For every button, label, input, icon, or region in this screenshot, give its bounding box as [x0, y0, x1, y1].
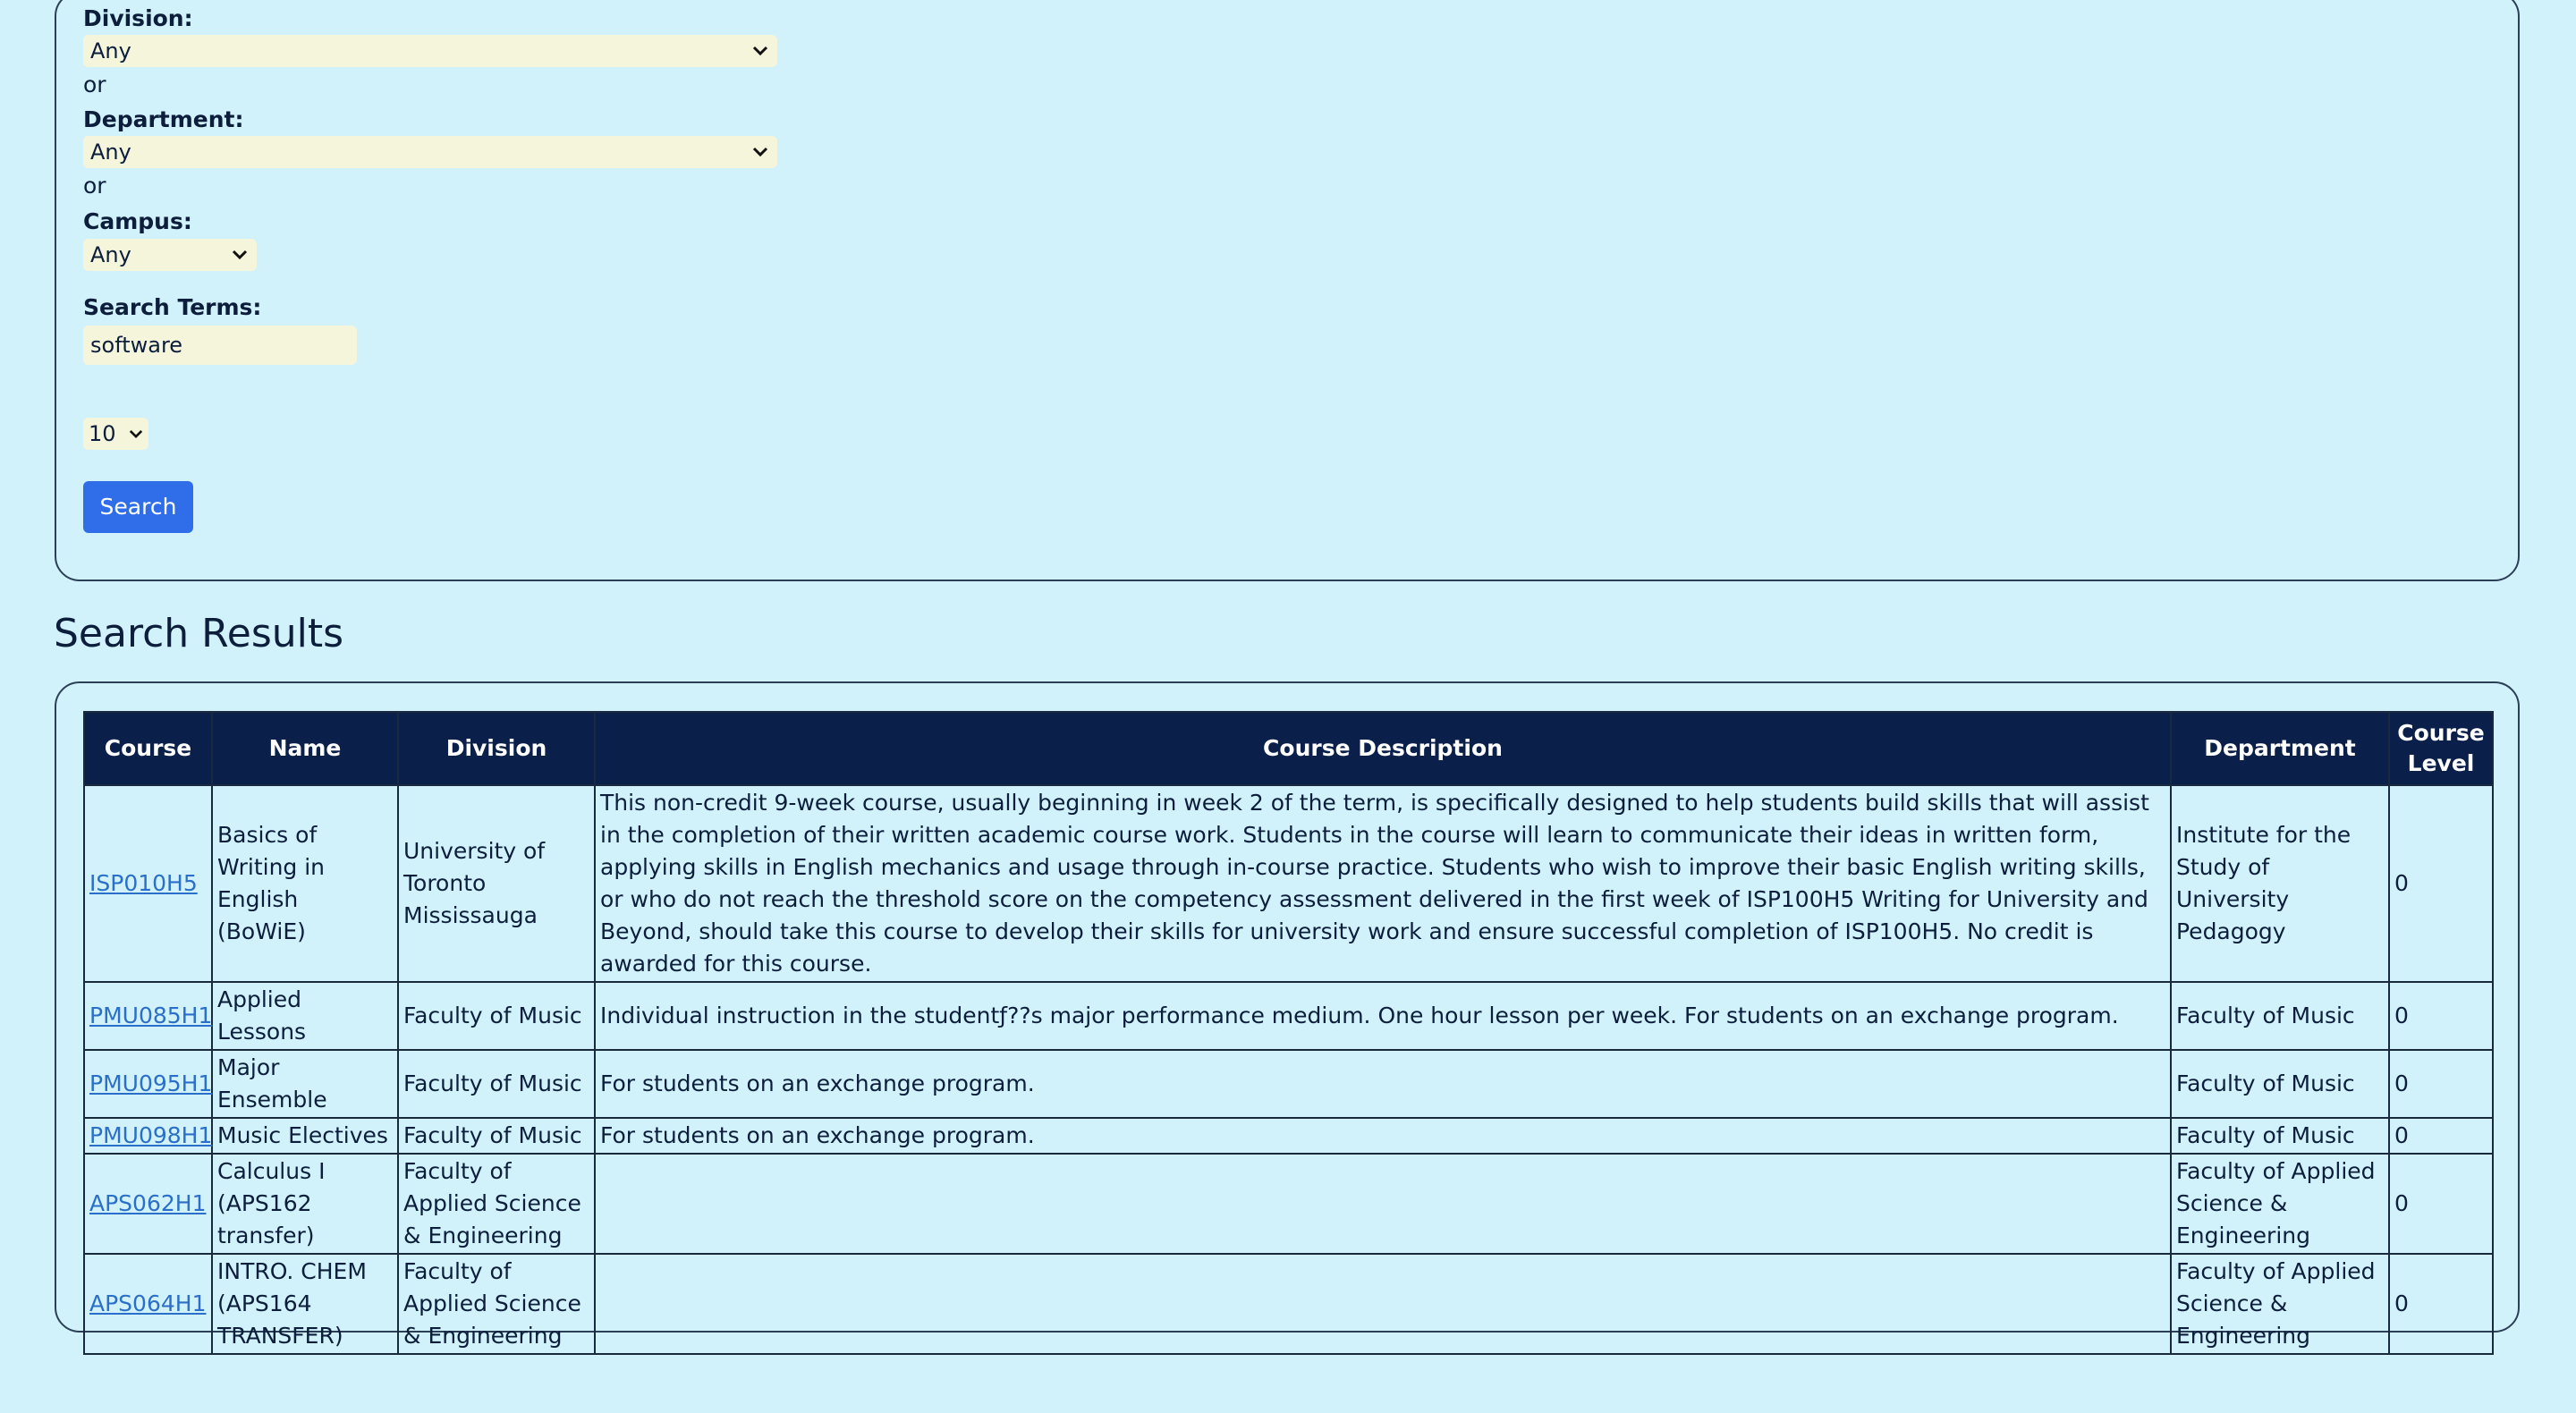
column-header-department: Department: [2171, 712, 2389, 785]
course-cell: [84, 982, 212, 1050]
division-cell: University of Toronto Mississauga: [398, 785, 595, 982]
course-cell: [84, 1154, 212, 1254]
column-header-course: Course: [84, 712, 212, 785]
course-level-cell: 0: [2389, 785, 2493, 982]
course-level-cell: 0: [2389, 1050, 2493, 1118]
column-header-course-level: Course Level: [2389, 712, 2493, 785]
department-cell: Faculty of Applied Science & Engineering: [2171, 1154, 2389, 1254]
department-select-value: Any: [90, 140, 131, 165]
column-header-course-description: Course Description: [595, 712, 2171, 785]
table-header-row: [84, 712, 2493, 785]
description-cell: For students on an exchange program.: [595, 1050, 2171, 1118]
department-cell: Institute for the Study of University Pedagogy: [2171, 785, 2389, 982]
division-cell: Faculty of Music: [398, 1118, 595, 1154]
or-separator: or: [83, 72, 106, 97]
department-cell: Faculty of Applied Science & Engineering: [2171, 1254, 2389, 1354]
search-button[interactable]: Search: [83, 481, 193, 533]
course-cell: [84, 1050, 212, 1118]
division-cell: Faculty of Applied Science & Engineering: [398, 1254, 595, 1354]
table-row: [84, 1050, 2493, 1118]
description-cell: This non-credit 9-week course, usually beginning in week 2 of the term, is specifically designed to help students build skills that will assist in the completion of their written academic course work. Students in the course will learn to communicate their ideas in written form, applying skills in English mechanics and usage through in-course practice. Students who wish to improve their basic English writing skills, or who do not reach the threshold score on the competency assessment delivered in the first week of ISP100H5 Writing for University and Beyond, should take this course to develop their skills for university work and ensure successful completion of ISP100H5. No credit is awarded for this course.: [595, 785, 2171, 982]
course-name-cell: Music Electives: [212, 1118, 398, 1154]
course-cell: [84, 1254, 212, 1354]
table-row: [84, 1154, 2493, 1254]
table-row: [84, 1118, 2493, 1154]
department-select[interactable]: [83, 136, 777, 168]
table-row: [84, 1254, 2493, 1354]
column-header-division: Division: [398, 712, 595, 785]
department-cell: Faculty of Music: [2171, 1118, 2389, 1154]
course-code-link[interactable]: PMU085H1: [89, 1003, 213, 1028]
course-level-cell: 0: [2389, 982, 2493, 1050]
division-cell: Faculty of Music: [398, 1050, 595, 1118]
course-code-link[interactable]: APS062H1: [89, 1190, 207, 1216]
chevron-down-icon: [129, 418, 143, 450]
course-code-link[interactable]: APS064H1: [89, 1290, 207, 1316]
course-cell: [84, 1118, 212, 1154]
table-row: [84, 982, 2493, 1050]
division-select-value: Any: [90, 38, 131, 63]
chevron-down-icon: [232, 239, 248, 271]
course-name-cell: Applied Lessons: [212, 982, 398, 1050]
course-cell: [84, 785, 212, 982]
or-separator: or: [83, 173, 106, 199]
division-label: Division:: [83, 5, 193, 31]
chevron-down-icon: [752, 136, 768, 168]
description-cell: Individual instruction in the studentƒ??s major performance medium. One hour lesson per week. For students on an exchange program.: [595, 982, 2171, 1050]
results-per-page-value: 10: [89, 421, 116, 446]
campus-label: Campus:: [83, 208, 192, 234]
division-cell: Faculty of Music: [398, 982, 595, 1050]
course-code-link[interactable]: PMU095H1: [89, 1070, 213, 1096]
description-cell: [595, 1154, 2171, 1254]
course-code-link[interactable]: ISP010H5: [89, 870, 198, 896]
campus-select-value: Any: [90, 242, 131, 267]
chevron-down-icon: [752, 35, 768, 67]
description-cell: For students on an exchange program.: [595, 1118, 2171, 1154]
course-name-cell: Calculus I (APS162 transfer): [212, 1154, 398, 1254]
search-form-panel: [55, 0, 2520, 581]
description-cell: [595, 1254, 2171, 1354]
course-level-cell: 0: [2389, 1118, 2493, 1154]
division-select[interactable]: [83, 35, 777, 67]
course-code-link[interactable]: PMU098H1: [89, 1122, 213, 1148]
course-name-cell: Basics of Writing in English (BoWiE): [212, 785, 398, 982]
course-name-cell: INTRO. CHEM (APS164 TRANSFER): [212, 1254, 398, 1354]
department-cell: Faculty of Music: [2171, 982, 2389, 1050]
column-header-name: Name: [212, 712, 398, 785]
search-terms-input[interactable]: software: [83, 326, 357, 365]
department-cell: Faculty of Music: [2171, 1050, 2389, 1118]
course-level-cell: 0: [2389, 1154, 2493, 1254]
course-level-cell: 0: [2389, 1254, 2493, 1354]
search-results-heading: Search Results: [54, 611, 344, 656]
search-terms-label: Search Terms:: [83, 294, 262, 320]
department-label: Department:: [83, 106, 244, 132]
course-name-cell: Major Ensemble: [212, 1050, 398, 1118]
division-cell: Faculty of Applied Science & Engineering: [398, 1154, 595, 1254]
results-per-page-select[interactable]: [83, 418, 148, 450]
campus-select[interactable]: [83, 239, 257, 271]
results-table: [83, 711, 2494, 1355]
table-row: [84, 785, 2493, 982]
